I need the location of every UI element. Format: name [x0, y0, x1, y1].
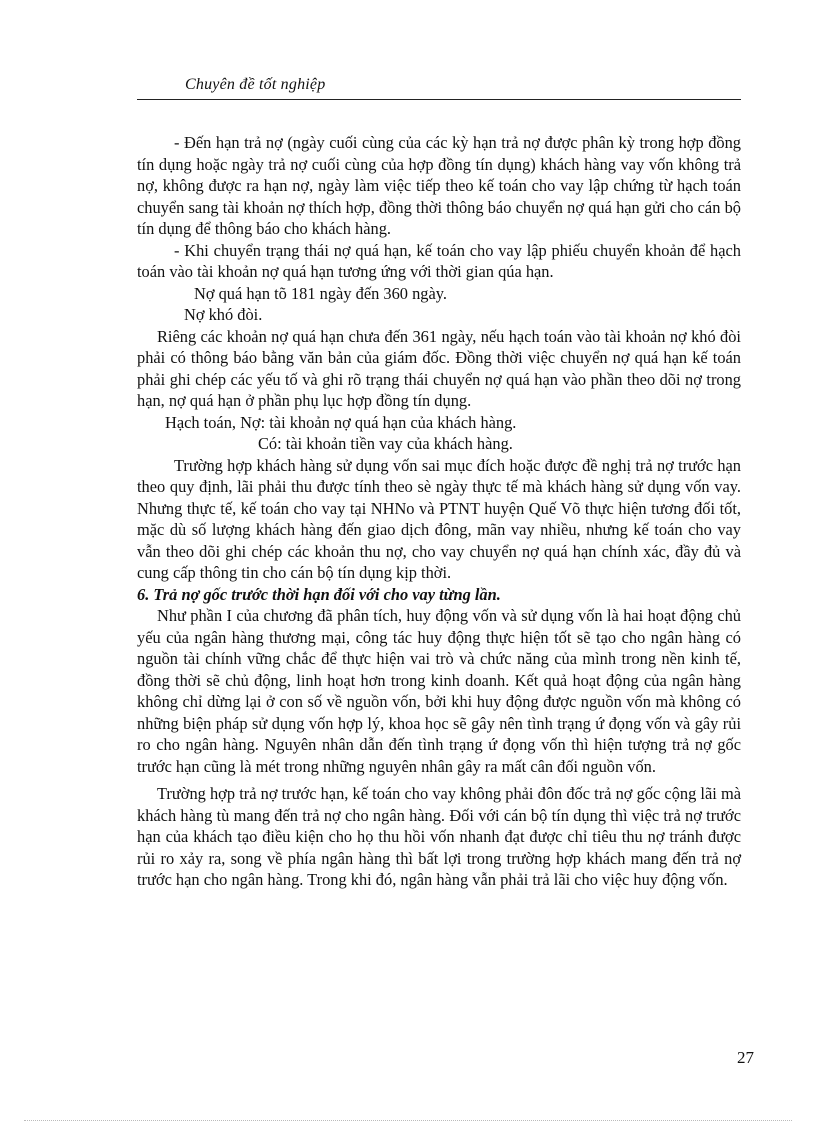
page-bottom-rule — [24, 1120, 792, 1121]
paragraph-early-repayment: Trường hợp trả nợ trước hạn, kế toán cho vay không phải đôn đốc trả nợ gốc cộng lãi mà khách hàng tù mang đến trả nợ cho ngân hàng. Đối với cán bộ tín dụng thì việc trả nợ trước hạn của khách tạo điều kiện cho họ thu hồi vốn nhanh đạt được chỉ tiêu thu nợ tránh được rủi ro xảy ra, song về phía ngân hàng thì bất lợi trong trường hợp khách mang đến trả nợ trước hạn cho ngân hàng. Trong khi đó, ngân hàng vẫn phải trả lãi cho việc huy động vốn. — [137, 784, 741, 889]
accounting-entry-credit: Có: tài khoản tiền vay của khách hàng. — [258, 434, 513, 453]
accounting-entry-debit: Hạch toán, Nợ: tài khoản nợ quá hạn của khách hàng. — [165, 412, 517, 432]
paragraph-early-repayment-case: Trường hợp khách hàng sử dụng vốn sai mục đích hoặc được đề nghị trả nợ trước hạn theo quy định, lãi phải thu được tính theo sè ngày thực tế mà khách hàng sử dụng vốn vay. Nhưng thực tế, kế toán cho vay tại NHNo và PTNT huyện Quế Võ thực hiện tương đối tốt, mặc dù số lượng khách hàng đến giao dịch đông, mãn vay nhiều, nhưng kế toán cho vay vẫn theo dõi ghi chép các khoản thu nợ, cho vay chuyển nợ quá hạn chính xác, đầy đủ và cung cấp thông tin cho cán bộ tín dụng kịp thời. — [137, 455, 741, 582]
paragraph-overdue-transfer: - Khi chuyển trạng thái nợ quá hạn, kế toán cho vay lập phiếu chuyển khoản để hạch toán vào tài khoản nợ quá hạn tương ứng với thời gian qúa hạn. — [137, 240, 741, 281]
paragraph-capital-mobilization: Như phần I của chương đã phân tích, huy động vốn và sử dụng vốn là hai hoạt động chủ yếu của ngân hàng thương mại, công tác huy động thực hiện tốt sẽ tạo cho ngân hàng có nguồn tài chính vững chắc để thực hiện vai trò và chức năng của mình trong nền kinh tế, đồng thời sẽ chủ động, linh hoạt hơn trong kinh doanh. Kết quả hoạt động của ngân hàng không chỉ dừng lại ở con số về nguồn vốn, bởi khi huy động được nguồn vốn mà không có những biện pháp sử dụng vốn hợp lý, khoa học sẽ gây nên tình trạng ứ đọng vốn và gây rủi ro cho ngân hàng. Nguyên nhân dẫn đến tình trạng ứ đọng vốn thì hiện tượng trả nợ gốc trước hạn cũng là mét trong những nguyên nhân gây ra mất cân đối nguồn vốn. — [137, 606, 741, 776]
document-body — [137, 132, 741, 891]
paragraph-bad-debt-notice: Riêng các khoản nợ quá hạn chưa đến 361 ngày, nếu hạch toán vào tài khoản nợ khó đòi phải có thông báo bằng văn bản của giám đốc. Đồng thời việc chuyển nợ quá hạn kế toán phải ghi chép các yếu tố và ghi rõ trạng thái chuyển nợ quá hạn vào phần theo dõi nợ trong hạn, nợ quá hạn ở phần phụ lục hợp đồng tín dụng. — [137, 326, 741, 410]
header-rule — [137, 99, 741, 100]
page-number: 27 — [737, 1048, 754, 1067]
paragraph-debt-due: - Đến hạn trả nợ (ngày cuối cùng của các kỳ hạn trả nợ được phân kỳ trong hợp đồng tín dụng hoặc ngày trả nợ cuối cùng của hợp đồng tín dụng) khách hàng vay vốn không trả nợ, không được ra hạn nợ, ngày làm việc tiếp theo kế toán cho vay lập chứng từ hạch toán chuyển sang tài khoản nợ thích hợp, đồng thời thông báo chuyển nợ quá hạn gửi cho cán bộ tín dụng để thông báo cho khách hàng. — [137, 133, 741, 238]
list-line-overdue-181-360: Nợ quá hạn tõ 181 ngày đến 360 ngày. — [194, 283, 447, 303]
section-heading: 6. Trả nợ gốc trước thời hạn đối với cho vay từng lần. — [137, 584, 501, 604]
list-line-bad-debt: Nợ khó đòi. — [184, 305, 263, 324]
running-header: Chuyên đề tốt nghiệp — [185, 76, 326, 93]
